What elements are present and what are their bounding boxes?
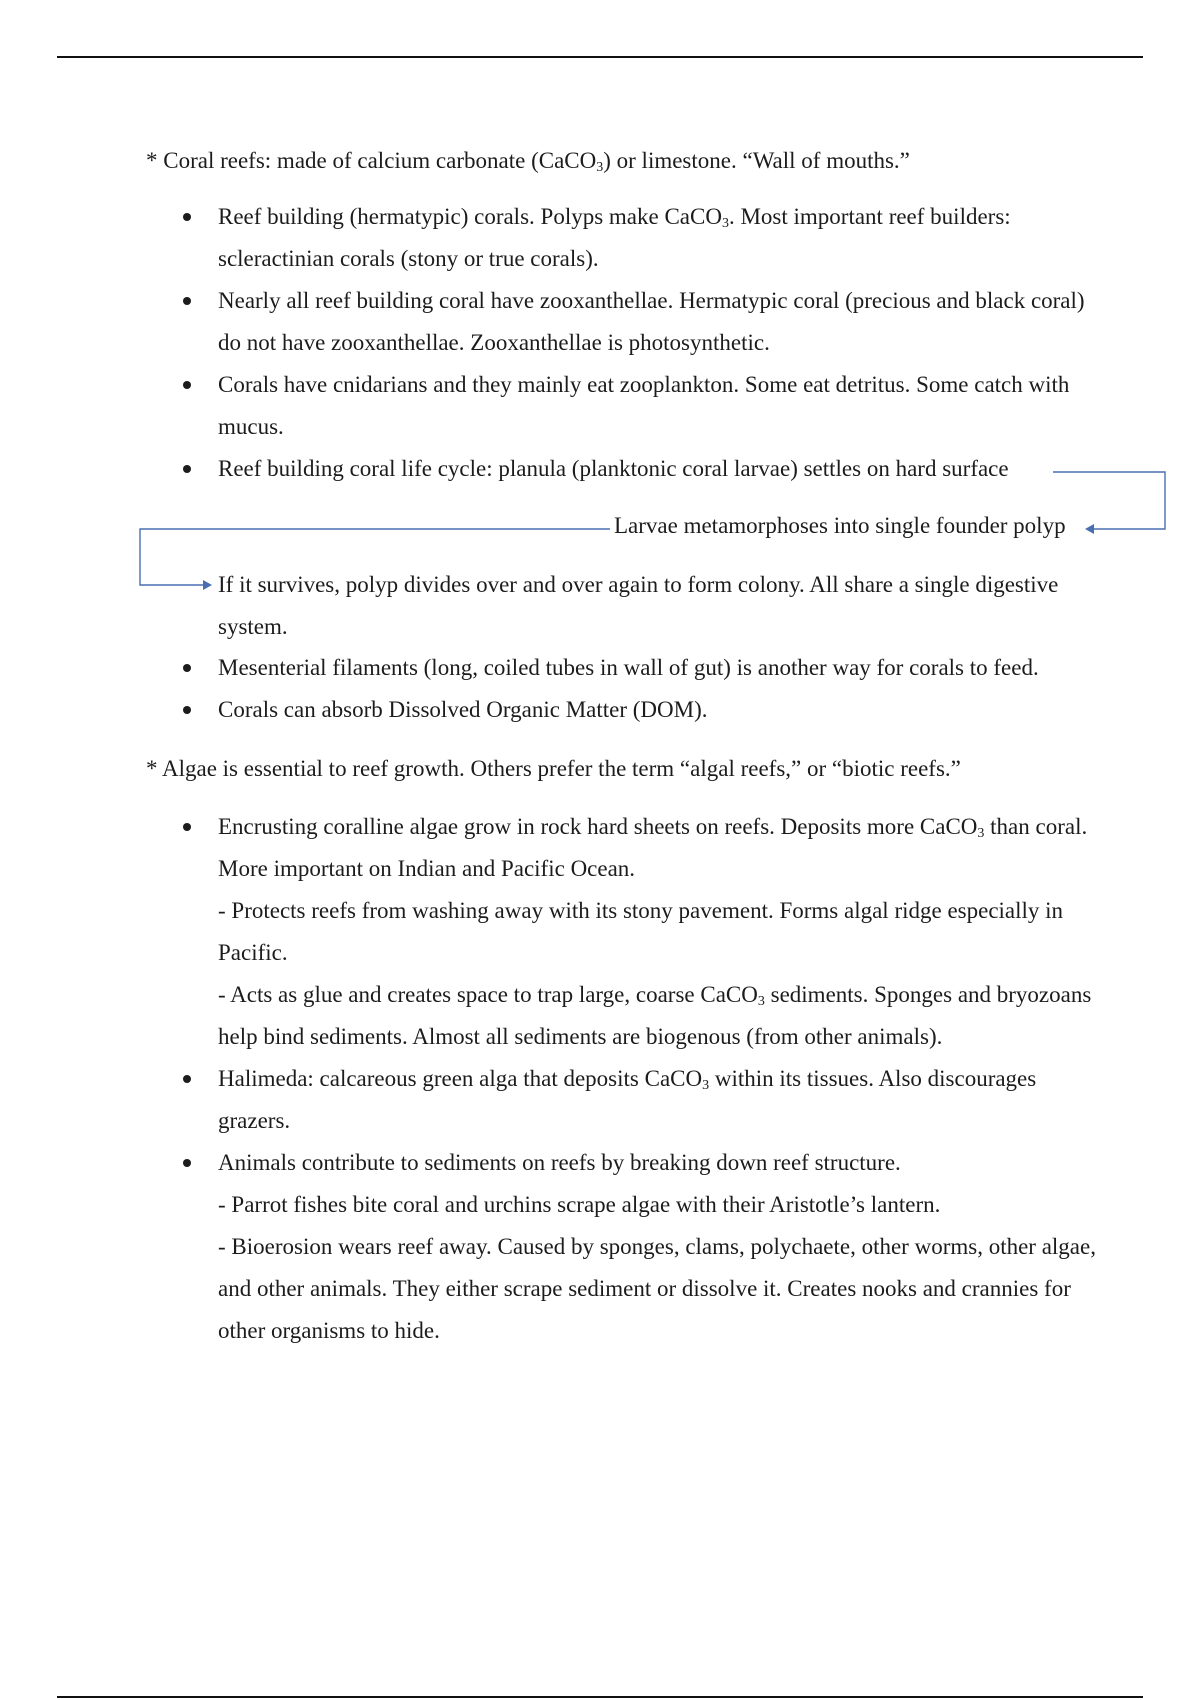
list-item: Halimeda: calcareous green alga that deposits CaCO$_3$ within its tissues. Also discourages grazers.: [0, 1058, 1098, 1142]
sub-point: - Bioerosion wears reef away. Caused by sponges, clams, polychaete, other worms, other algae, and other animals. They either scrape sediment or dissolve it. Creates nooks and crannies for other organisms to hide.: [218, 1234, 1096, 1343]
section-heading-algae: * Algae is essential to reef growth. Others prefer the term “algal reefs,” or “biotic reefs.”: [146, 756, 961, 781]
section-heading-coral-reefs: * Coral reefs: made of calcium carbonate (CaCO$_3$) or limestone. “Wall of mouths.”: [146, 148, 910, 175]
life-cycle-step-colony: If it survives, polyp divides over and over again to form colony. All share a single digestive system.: [218, 572, 1059, 639]
algae-facts-list: [0, 806, 1200, 1352]
list-item: Nearly all reef building coral have zooxanthellae. Hermatypic coral (precious and black coral) do not have zooxanthellae. Zooxanthellae is photosynthetic.: [0, 280, 1098, 364]
coral-feeding-list: [0, 647, 1200, 731]
list-item: Animals contribute to sediments on reefs by breaking down reef structure. - Parrot fishes bite coral and urchins scrape algae with their Aristotle’s lantern. - Bioerosion wears reef away. Caused by sponges, clams, polychaete, other worms, other algae, and other animals. They either scrape sediment or dissolve it. Creates nooks and crannies for other organisms to hide.: [0, 1142, 1098, 1352]
list-item: Mesenterial filaments (long, coiled tubes in wall of gut) is another way for corals to feed.: [0, 647, 1098, 689]
list-item: Corals have cnidarians and they mainly eat zooplankton. Some eat detritus. Some catch with mucus.: [0, 364, 1098, 448]
footer-rule: [57, 1696, 1143, 1698]
sub-point: - Protects reefs from washing away with its stony pavement. Forms algal ridge especially in Pacific.: [218, 898, 1064, 965]
arrowhead-step2-icon: [1085, 524, 1094, 534]
list-item-life-cycle: Reef building coral life cycle: planula (planktonic coral larvae) settles on hard surface: [0, 448, 1098, 490]
list-item: Encrusting coralline algae grow in rock hard sheets on reefs. Deposits more CaCO$_3$ than coral. More important on Indian and Pacific Ocean. - Protects reefs from washing away with its stony pavement. Forms algal ridge especially in Pacific. - Acts as glue and creates space to trap large, coarse CaCO$_3$ sediments. Sponges and bryozoans help bind sediments. Almost all sediments are biogenous (from other animals).: [0, 806, 1098, 1058]
list-item: Reef building (hermatypic) corals. Polyps make CaCO$_3$. Most important reef builders: scleractinian corals (stony or true corals).: [0, 196, 1098, 280]
sub-point: - Parrot fishes bite coral and urchins scrape algae with their Aristotle’s lantern.: [218, 1192, 941, 1217]
coral-life-cycle-continued: [0, 564, 1200, 648]
sub-point: - Acts as glue and creates space to trap large, coarse CaCO$_3$ sediments. Sponges and bryozoans help bind sediments. Almost all sediments are biogenous (from other animals).: [218, 982, 1092, 1049]
list-item: Corals can absorb Dissolved Organic Matter (DOM).: [0, 689, 1098, 731]
life-cycle-step-founder-polyp: Larvae metamorphoses into single founder polyp: [614, 513, 1066, 538]
connector-step1-to-step2: [1053, 472, 1165, 529]
